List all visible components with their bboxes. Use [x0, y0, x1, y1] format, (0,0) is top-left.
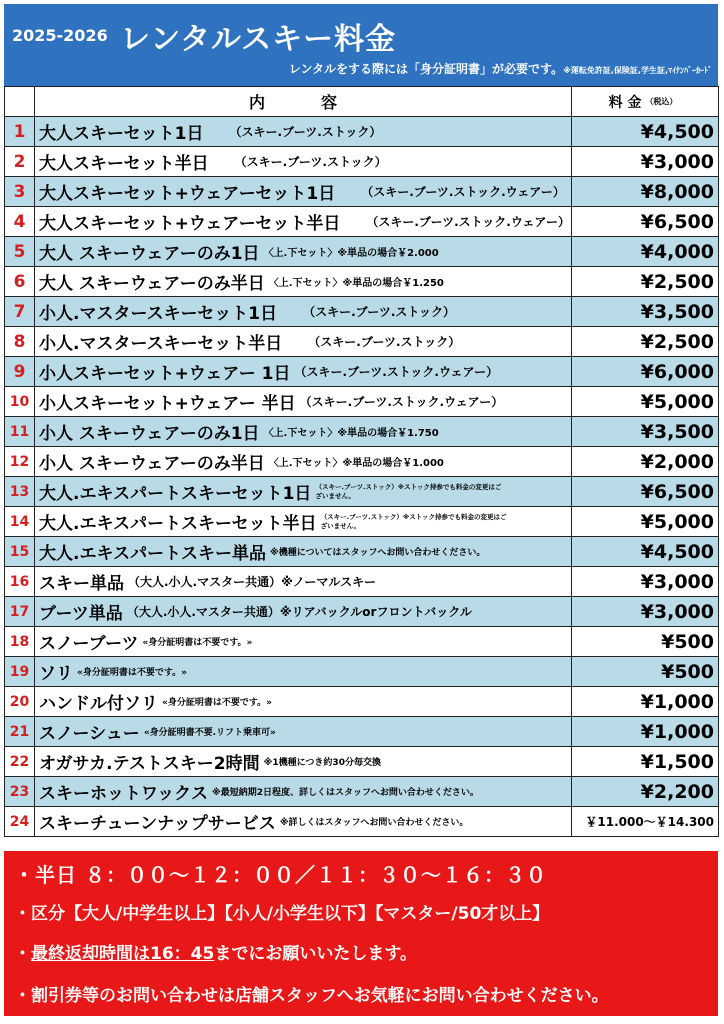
row-description	[35, 117, 572, 146]
table-row	[5, 267, 719, 297]
row-description	[35, 297, 572, 326]
item-price: ￥11.000～￥14.300	[572, 807, 719, 836]
table-row	[5, 507, 719, 537]
table-row	[5, 237, 719, 267]
row-number: 10	[5, 387, 35, 416]
row-number: 16	[5, 567, 35, 596]
table-row	[5, 447, 719, 477]
item-price: ¥3,000	[572, 147, 719, 176]
row-number: 11	[5, 417, 35, 446]
row-number: 13	[5, 477, 35, 506]
row-number: 20	[5, 687, 35, 716]
row-number: 3	[5, 177, 35, 206]
row-description	[35, 627, 572, 656]
table-row	[5, 177, 719, 207]
return-bullet: ・	[14, 944, 31, 964]
return-time-line	[14, 939, 417, 964]
table-row	[5, 207, 719, 237]
row-number: 5	[5, 237, 35, 266]
header-banner	[4, 4, 718, 86]
row-description	[35, 357, 572, 386]
item-price: ¥6,500	[572, 207, 719, 236]
item-name: 大人スキーセット+ウェアーセット半日	[39, 214, 341, 234]
row-number: 4	[5, 207, 35, 236]
item-price: ¥3,500	[572, 417, 719, 446]
table-row	[5, 417, 719, 447]
item-name: 小人スキーセット+ウェアー 1日	[39, 364, 291, 384]
row-description	[35, 747, 572, 776]
item-note: （大人.小人.マスター共通）※ノーマルスキー	[128, 575, 377, 589]
row-description	[35, 657, 572, 686]
row-description	[35, 387, 572, 416]
item-name: 大人スキーセット+ウェアーセット1日	[39, 184, 336, 204]
item-note: «身分証明書は不要です。»	[77, 668, 187, 678]
item-price: ¥3,000	[572, 597, 719, 626]
row-description	[35, 327, 572, 356]
item-price: ¥8,000	[572, 177, 719, 206]
row-description	[35, 177, 572, 206]
table-row	[5, 777, 719, 807]
item-name: 大人スキーセット半日	[39, 154, 209, 174]
id-requirement-notice	[289, 60, 712, 77]
row-description	[35, 207, 572, 236]
table-row	[5, 807, 719, 837]
row-number: 1	[5, 117, 35, 146]
item-name: オガサカ.テストスキー2時間	[39, 754, 260, 774]
table-row	[5, 297, 719, 327]
item-price: ¥3,000	[572, 567, 719, 596]
item-price: ¥6,500	[572, 477, 719, 506]
row-description	[35, 597, 572, 626]
item-note: «身分証明書不要.リフト乗車可»	[143, 728, 276, 738]
item-name: 大人 スキーウェアーのみ1日	[39, 244, 260, 264]
item-price: ¥4,500	[572, 117, 719, 146]
item-note: ※最短納期2日程度、詳しくはスタッフへお問い合わせください。	[211, 788, 479, 798]
row-number: 21	[5, 717, 35, 746]
item-note: 〈上.下セット〉※単品の場合￥1.250	[268, 278, 444, 289]
item-price: ¥500	[572, 627, 719, 656]
hours-line: ・半日 ８：００～１２：００／１１：３０～１６：３０	[14, 863, 547, 887]
row-number: 24	[5, 807, 35, 836]
row-number: 8	[5, 327, 35, 356]
header-tax-label: （税込）	[645, 97, 678, 106]
row-description	[35, 807, 572, 836]
table-row	[5, 357, 719, 387]
item-name: ブーツ単品	[39, 604, 123, 624]
row-number: 15	[5, 537, 35, 566]
row-description	[35, 417, 572, 446]
item-name: ハンドル付ソリ	[39, 694, 158, 714]
item-note: （スキー.ブーツ.ストック.ウェアー）	[366, 215, 571, 229]
row-number: 22	[5, 747, 35, 776]
item-name: 小人 スキーウェアーのみ1日	[39, 424, 260, 444]
table-row	[5, 327, 719, 357]
item-note: （スキー.ブーツ.ストック）	[308, 335, 461, 349]
item-note: «身分証明書は不要です。»	[142, 638, 253, 648]
row-number: 7	[5, 297, 35, 326]
header-price-label: 料 金	[608, 94, 642, 111]
table-row	[5, 687, 719, 717]
header-number-cell	[5, 87, 35, 116]
table-body	[5, 117, 719, 837]
row-number: 9	[5, 357, 35, 386]
row-number: 12	[5, 447, 35, 476]
item-price: ¥2,200	[572, 777, 719, 806]
table-row	[5, 597, 719, 627]
item-price: ¥5,000	[572, 387, 719, 416]
item-name: 小人.マスタースキーセット半日	[39, 334, 283, 354]
row-description	[35, 447, 572, 476]
item-name: 大人.エキスパートスキーセット1日	[39, 484, 312, 504]
item-name: スノーシュー	[39, 724, 140, 744]
table-header-row	[5, 87, 719, 117]
row-number: 17	[5, 597, 35, 626]
row-number: 23	[5, 777, 35, 806]
item-price: ¥2,500	[572, 327, 719, 356]
item-note: （スキー.ブーツ.ストック）	[303, 305, 456, 319]
item-note: «身分証明書は不要です。»	[162, 698, 272, 708]
item-price: ¥4,500	[572, 537, 719, 566]
item-note: （スキー.ブーツ.ストック.ウェアー）	[299, 395, 504, 409]
item-note: （スキー.ブーツ.ストック）	[234, 155, 387, 169]
item-price: ¥3,500	[572, 297, 719, 326]
row-description	[35, 717, 572, 746]
table-row	[5, 477, 719, 507]
item-name: スキー単品	[39, 574, 124, 594]
item-note: ※詳しくはスタッフへお問い合わせください。	[279, 818, 469, 828]
header-price	[572, 87, 719, 116]
table-row	[5, 147, 719, 177]
page-title: レンタルスキー料金	[120, 22, 397, 57]
row-number: 18	[5, 627, 35, 656]
row-description	[35, 537, 572, 566]
item-note: 〈上.下セット〉※単品の場合￥2.000	[263, 248, 439, 259]
row-description	[35, 687, 572, 716]
table-row	[5, 387, 719, 417]
row-description	[35, 267, 572, 296]
row-description	[35, 567, 572, 596]
item-name: 大人スキーセット1日	[39, 124, 204, 144]
item-name: 大人.エキスパートスキーセット半日	[39, 514, 317, 534]
season-year: 2025-2026	[12, 26, 108, 45]
item-name: 小人.マスタースキーセット1日	[39, 304, 278, 324]
id-types-note: ※運転免許証,保険証,学生証,ﾏｲﾅﾝﾊﾞｰｶｰﾄﾞ	[563, 66, 712, 75]
table-row	[5, 657, 719, 687]
item-note: （スキー.ブーツ.ストック.ウェアー）	[361, 185, 565, 199]
item-note: （大人.小人.マスター共通）※リアバックルorフロントバックル	[126, 605, 472, 619]
item-name: スキーホットワックス	[39, 784, 208, 804]
item-note: （スキー.ブーツ.ストック.ウェアー）	[294, 365, 499, 379]
item-price: ¥2,500	[572, 267, 719, 296]
item-price: ¥500	[572, 657, 719, 686]
item-name: 大人 スキーウェアーのみ半日	[39, 274, 265, 294]
row-description	[35, 237, 572, 266]
row-description	[35, 477, 572, 506]
table-row	[5, 117, 719, 147]
row-description	[35, 507, 572, 536]
row-number: 2	[5, 147, 35, 176]
item-note: 〈上.下セット〉※単品の場合￥1.750	[263, 428, 439, 439]
table-row	[5, 627, 719, 657]
table-row	[5, 537, 719, 567]
row-number: 19	[5, 657, 35, 686]
return-deadline: 最終返却時間は16：45	[31, 944, 215, 964]
item-price: ¥2,000	[572, 447, 719, 476]
item-name: スキーチューンナップサービス	[39, 814, 276, 834]
item-price: ¥4,000	[572, 237, 719, 266]
return-text: までにお願いいたします。	[214, 944, 417, 964]
info-footer	[4, 851, 718, 1016]
item-price: ¥5,000	[572, 507, 719, 536]
item-note: 〈上.下セット〉※単品の場合￥1.000	[268, 458, 444, 469]
row-description	[35, 147, 572, 176]
header-content: 内 容	[35, 87, 572, 116]
item-price: ¥1,500	[572, 747, 719, 776]
item-price: ¥6,000	[572, 357, 719, 386]
row-number: 14	[5, 507, 35, 536]
item-note: （スキー.ブーツ.ストック）※ストック持参でも料金の変更はございません。	[320, 512, 507, 530]
item-price: ¥1,000	[572, 687, 719, 716]
item-price: ¥1,000	[572, 717, 719, 746]
item-note: （スキー.ブーツ.ストック）※ストック持参でも料金の変更はございません。	[315, 482, 502, 500]
item-name: スノーブーツ	[39, 634, 139, 654]
category-line: ・区分【大人/中学生以上】【小人/小学生以下】【マスター/50才以上】	[14, 904, 550, 924]
item-note: ※1機種につき約30分毎交換	[263, 758, 381, 768]
row-number: 6	[5, 267, 35, 296]
item-note: （スキー.ブーツ.ストック）	[229, 125, 382, 139]
item-name: 小人 スキーウェアーのみ半日	[39, 454, 265, 474]
item-name: ソリ	[39, 664, 73, 684]
item-name: 大人.エキスパートスキー単品	[39, 544, 266, 564]
table-row	[5, 717, 719, 747]
discount-inquiry-line: ・割引券等のお問い合わせは店舗スタッフへお気軽にお問い合わせください。	[14, 986, 609, 1006]
row-description	[35, 777, 572, 806]
table-row	[5, 747, 719, 777]
item-note: ※機種についてはスタッフへお問い合わせください。	[269, 548, 486, 558]
item-name: 小人スキーセット+ウェアー 半日	[39, 394, 296, 414]
table-row	[5, 567, 719, 597]
id-requirement-text: レンタルをする際には「身分証明書」が必要です。	[288, 62, 564, 76]
price-table	[4, 86, 719, 837]
